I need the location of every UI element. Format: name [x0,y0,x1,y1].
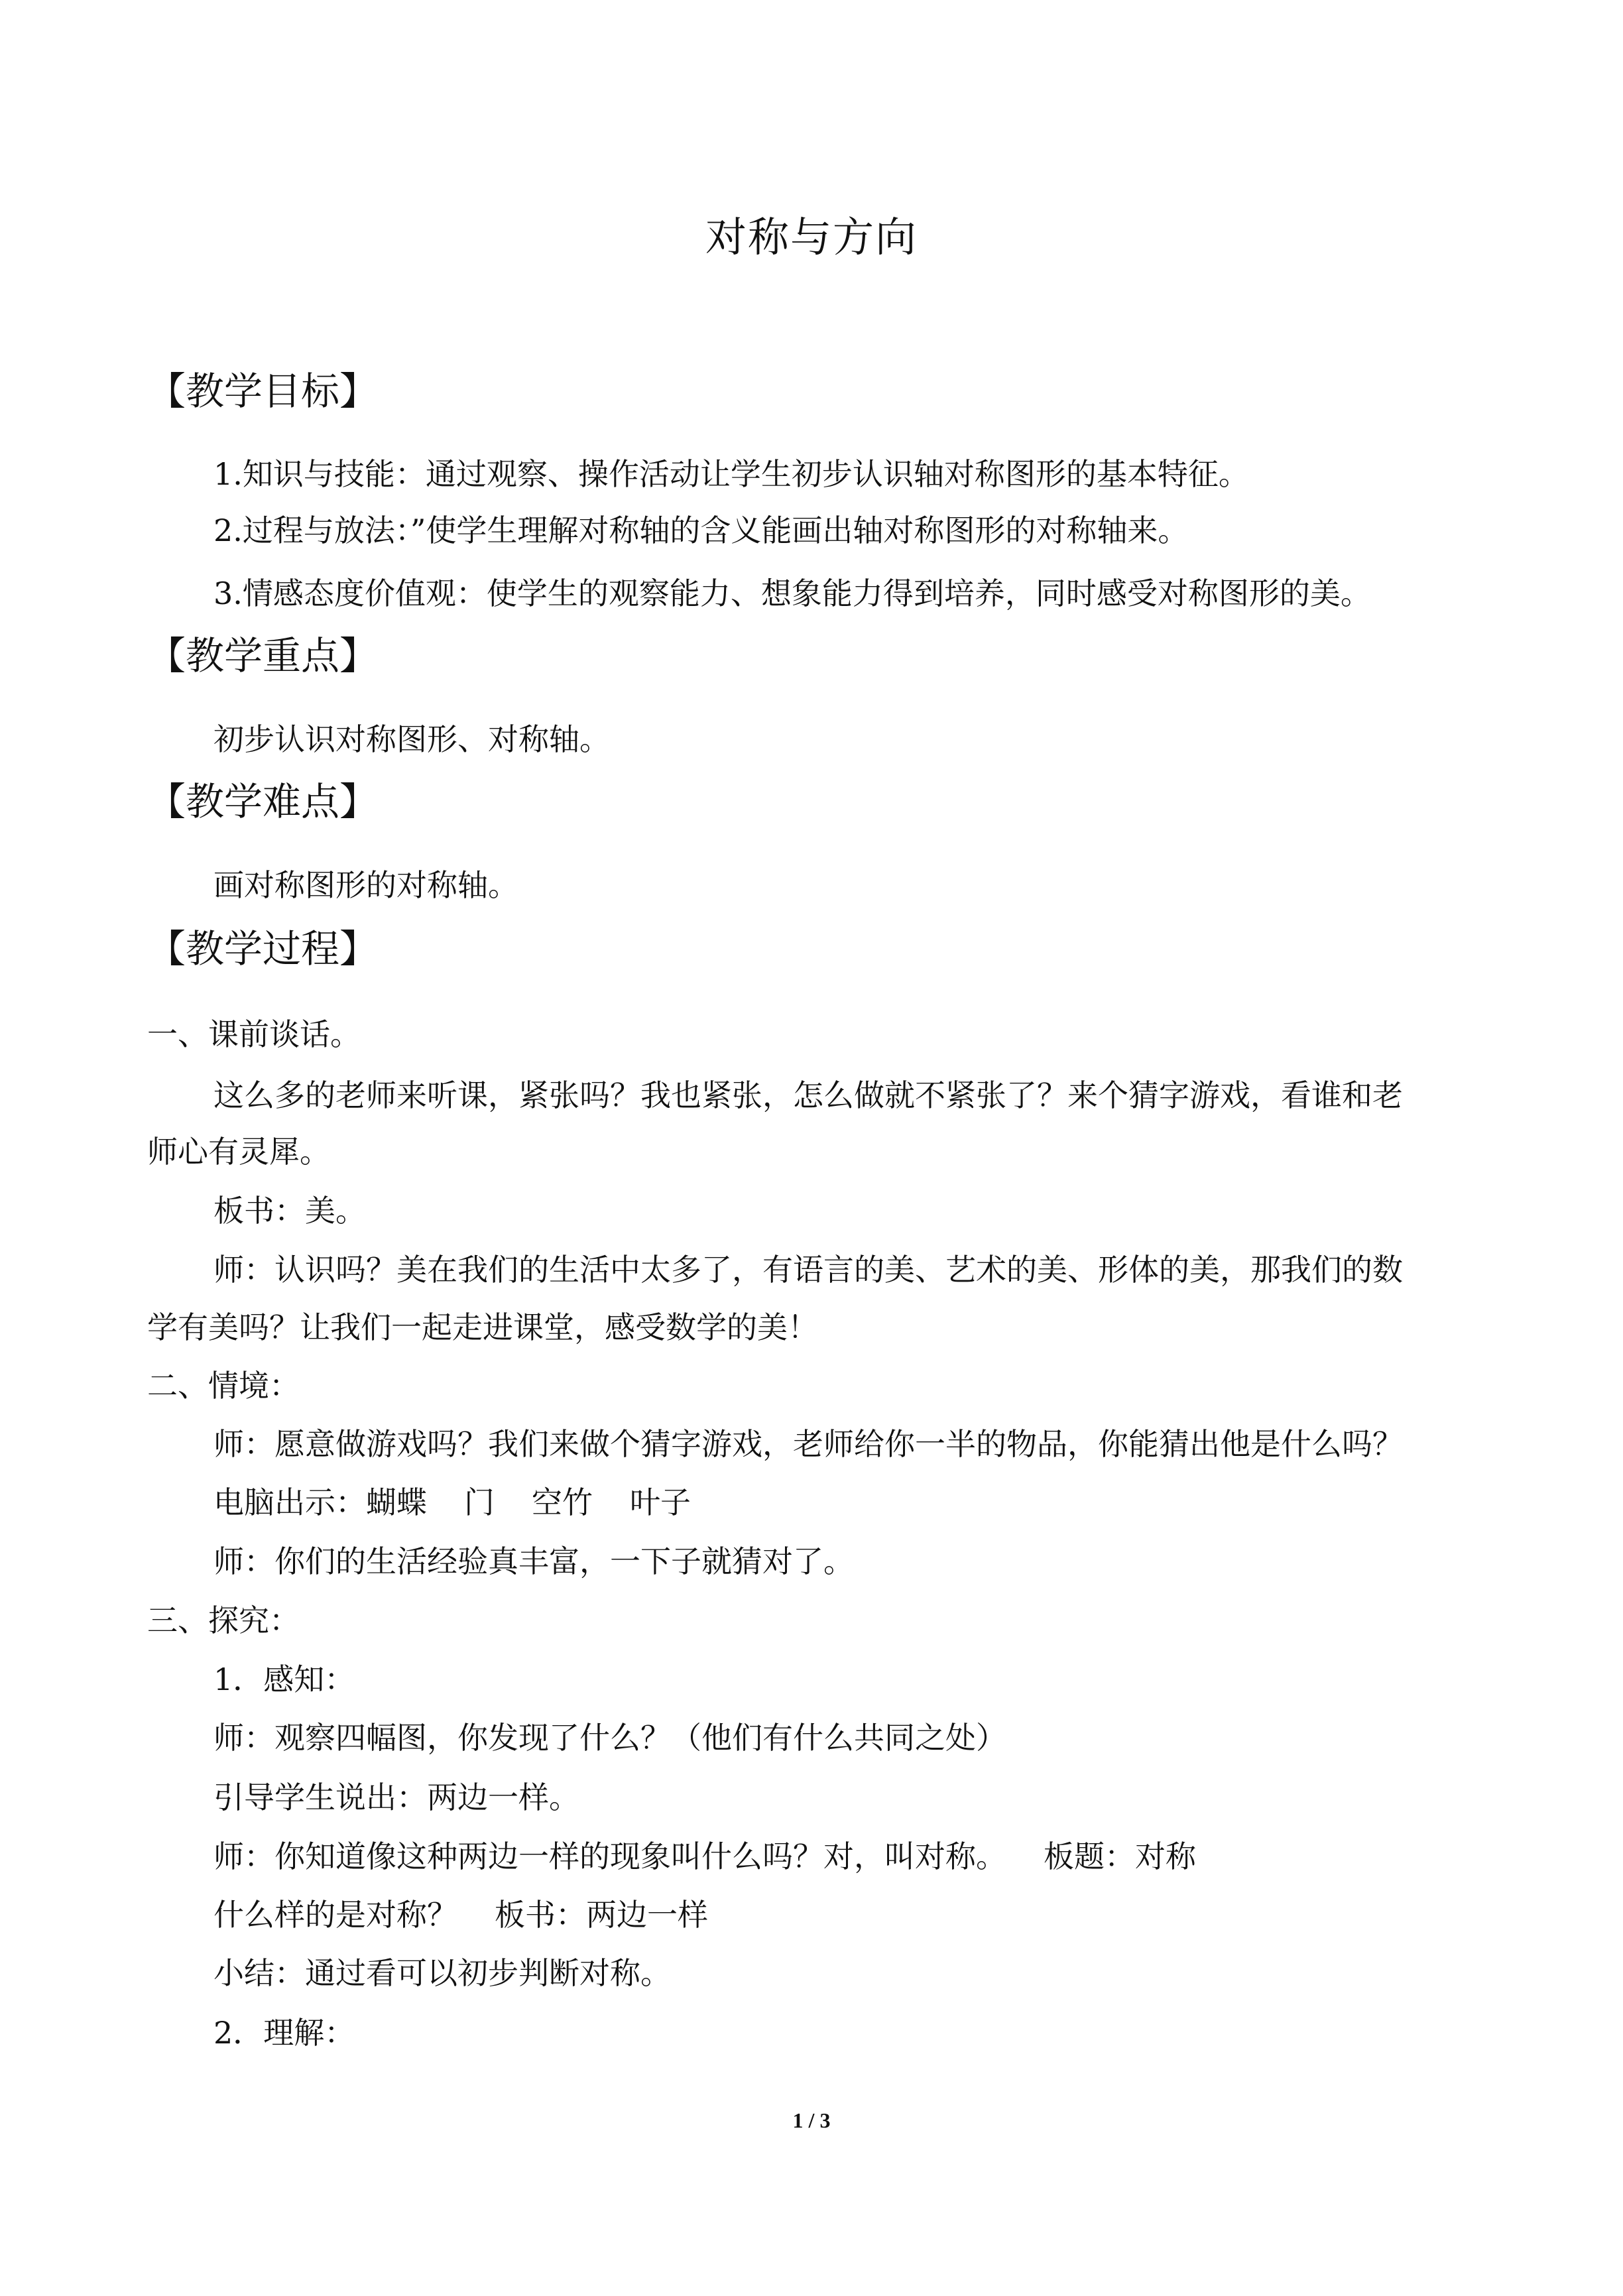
section-3-sub-2: 2．理解： [213,2015,355,2051]
section-3-question-3: 什么样的是对称？ [213,1897,457,1933]
section-1-paragraph-2-line-1: 师：认识吗？美在我们的生活中太多了，有语言的美、艺术的美、形体的美，那我们的数 [213,1252,1403,1288]
section-3-question-3-board: 板书：两边一样 [495,1897,708,1933]
heading-goals: 【教学目标】 [147,369,379,414]
section-1-paragraph-1-line-2: 师心有灵犀。 [147,1134,330,1170]
section-1-board: 板书：美。 [213,1193,366,1229]
section-3-sub-1: 1．感知： [213,1662,355,1697]
section-3-title: 三、探究： [147,1602,300,1638]
section-2-title: 二、情境： [147,1368,300,1404]
section-3-question-2-line [213,1837,1196,1876]
heading-process: 【教学过程】 [147,926,379,971]
heading-difficulties: 【教学难点】 [147,779,379,824]
section-2-paragraph-1: 师：愿意做游戏吗？我们来做个猜字游戏，老师给你一半的物品，你能猜出他是什么吗？ [213,1426,1403,1462]
section-1-paragraph-1-line-1: 这么多的老师来听课，紧张吗？我也紧张，怎么做就不紧张了？来个猜字游戏，看谁和老 [213,1077,1403,1113]
show-item-butterfly: 蝴蝶 [366,1484,427,1520]
goal-item-1: 1.知识与技能：通过观察、操作活动让学生初步认识轴对称图形的基本特征。 [213,456,1249,492]
key-points-text: 初步认识对称图形、对称轴。 [213,721,610,757]
show-item-leaf: 叶子 [630,1484,691,1520]
page-title: 对称与方向 [705,213,918,261]
section-1-title: 一、课前谈话。 [147,1016,361,1052]
page-number: 1 / 3 [792,2108,831,2132]
section-3-question-2-board: 板题：对称 [1044,1839,1196,1874]
section-3-question-1: 师：观察四幅图，你发现了什么？（他们有什么共同之处） [213,1720,1006,1756]
goal-item-3: 3.情感态度价值观：使学生的观察能力、想象能力得到培养，同时感受对称图形的美。 [213,575,1371,611]
section-1-paragraph-2-line-2: 学有美吗？让我们一起走进课堂，感受数学的美！ [147,1309,818,1345]
section-3-guide: 引导学生说出：两边一样。 [213,1780,579,1815]
difficulties-text: 画对称图形的对称轴。 [213,867,518,903]
show-label: 电脑出示： [213,1484,366,1520]
show-item-diabolo: 空竹 [532,1484,593,1520]
section-2-show-line [213,1482,691,1522]
section-3-question-2: 师：你知道像这种两边一样的现象叫什么吗？对，叫对称。 [213,1839,1006,1874]
heading-key-points: 【教学重点】 [147,633,379,678]
section-3-question-3-line [213,1895,708,1935]
section-2-paragraph-2: 师：你们的生活经验真丰富，一下子就猜对了。 [213,1543,854,1579]
goal-item-2: 2.过程与放法：”使学生理解对称轴的含义能画出轴对称图形的对称轴来。 [213,513,1189,548]
section-3-summary: 小结：通过看可以初步判断对称。 [213,1955,671,1991]
show-item-door: 门 [464,1484,495,1520]
